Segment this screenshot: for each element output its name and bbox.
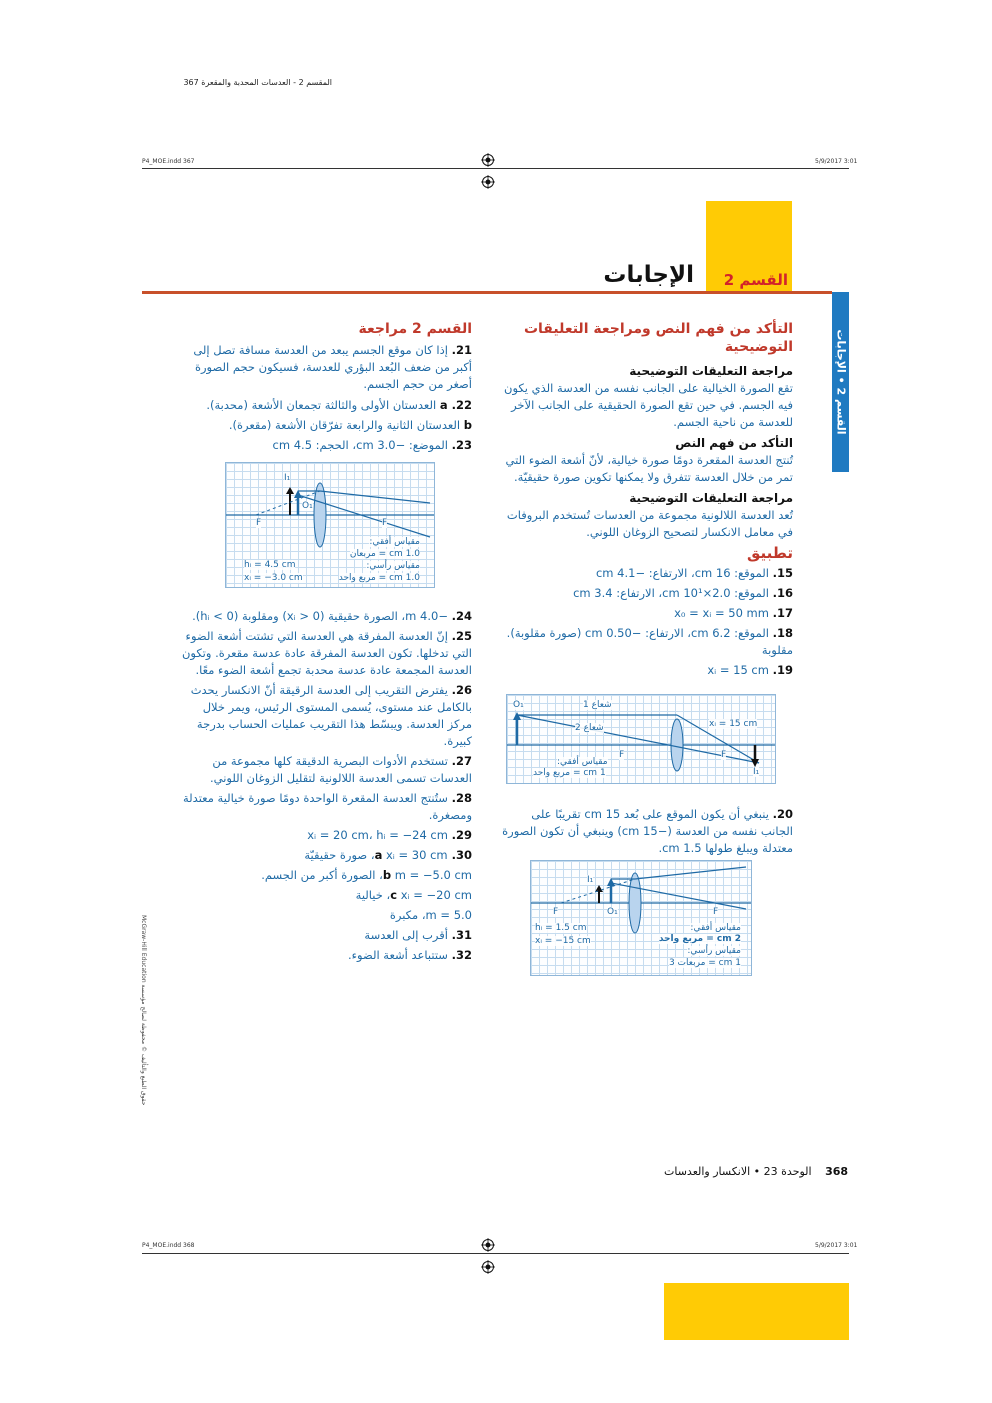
answer-item [178,827,472,844]
item-text: الموقع: 6.2 cm، الارتفاع: −0.50 cm (صورة مقلوبة). مقلوبة [506,626,793,657]
answer-item [178,927,472,944]
item-number: 23. [451,438,472,452]
answer-item [178,437,472,454]
ray-diagram-23 [225,462,435,588]
item-number: 16. [772,586,793,600]
answer-item [178,907,472,924]
footer-unit: الوحدة 23 • الانكسار والعدسات [664,1165,812,1178]
item-text: ستتباعد أشعة الضوء. [347,948,448,962]
item-text: m = 5.0، مكبرة [389,908,472,922]
bottom-color-box [664,1283,849,1340]
item-number: 22. a [439,398,472,412]
item-number: 24. [451,609,472,623]
label-f-right: F [713,907,719,917]
item-number: 31. [451,928,472,942]
label-scale-title: مقياس أفقي: [557,757,608,767]
label-ray1: شعاع 1 [583,700,612,710]
label-scale-h-val: 1.0 cm = مربعان [349,549,420,559]
item-number: 20. [772,807,793,821]
answer-item [500,585,793,602]
item-text: الموقع: 2.0×10¹ cm، الارتفاع: 3.4 cm [573,586,769,600]
left-column [178,320,472,454]
label-ray2: شعاع 2 [575,723,604,733]
item-number: 17. [772,606,793,620]
slug-bottom-rule [142,1253,849,1254]
vertical-credit: McGraw-Hill Education حقوق الطبع والتأليف © محفوظة لصالح مؤسسة [140,915,147,1106]
item-number: 29. [451,828,472,842]
answer-item [178,397,472,414]
top-running-header: المقسم 2 - العدسات المحدبة والمقعرة 367 [183,78,332,87]
registration-mark-icon [481,153,495,167]
registration-mark-icon [481,175,495,189]
item-text: xᵢ = 20 cm، hᵢ = −24 cm [307,828,448,842]
answer-item [178,790,472,824]
label-o1: O₁ [302,501,313,511]
label-xi: xᵢ = 15 cm [709,719,758,729]
label-xi: xᵢ = −15 cm [535,936,591,946]
left-column-lower [178,608,472,967]
label-hi: hᵢ = 1.5 cm [535,923,587,933]
item-text: العدستان الثانية والرابعة تفرّقان الأشعة (مقعرة). [228,418,461,432]
answer-item [178,342,472,393]
label-scale-value: 1 cm = مربع واحد [533,768,606,778]
label-scale-h-val: 2 cm = مربع واحد [658,934,741,944]
item-number: 21. [451,343,472,357]
answer-item-20 [500,806,793,857]
side-tab-label: القسم 2 • الإجابات [834,329,847,435]
label-scale-h: مقياس أفقي: [690,923,741,933]
answer-item [178,608,472,625]
item-number: 30. a [374,848,472,862]
item-text: −4.0 m، الصورة حقيقية (xᵢ > 0) ومقلوبة (hᵢ < 0). [192,609,448,623]
answer-item [178,628,472,679]
slug-bottom-left: P4_MOE.indd 368 [142,1242,195,1249]
answer-item [178,682,472,750]
label-scale-h: مقياس أفقي: [369,537,420,547]
item-number: 18. [772,626,793,640]
paragraph: تقع الصورة الخيالية على الجانب نفسه من العدسة الذي يكون فيه الجسم. في حين تقع الصورة الحقيقية على الجانب الآخر للعدسة من ناحية الجسم. [504,381,793,429]
item-number: b [463,418,472,432]
ray-diagram-19 [506,694,776,784]
label-scale-v-val: 1.0 cm = مربع واحد [338,573,420,583]
slug-bottom-right: 5/9/2017 3:01 [815,1242,858,1249]
item-text: يفترض التقريب إلى العدسة الرقيقة أنّ الانكسار يحدث بالكامل عند مستوى، يُسمى المستوى الرئيس، ويمر خلال مركز العدسة. ويبسّط هذا التقريب عمليات الحساب بدرجة كبيرة. [190,683,472,748]
item-number: 19. [772,663,793,677]
item-text: أقرب إلى العدسة [364,928,448,942]
right-column-heading: التأكد من فهم النص ومراجعة التعليقات التوضيحية [523,321,793,355]
label-f-left: F [619,750,625,760]
subheading: مراجعة التعليقات التوضيحية [629,491,793,505]
label-f-left: F [256,518,262,528]
item-number: c [390,888,398,902]
paragraph: تُنتج العدسة المقعرة دومًا صورة خيالية، لأنّ أشعة الضوء التي تمر من خلال العدسة تتفرق ولا يمكنها تكوين صورة حقيقيّة. [505,453,793,484]
item-text: إذا كان موقع الجسم يبعد من العدسة مسافة تصل إلى أكبر من ضعف البُعد البؤري للعدسة، فسيكون حجم الصورة أصغر من حجم الجسم. [193,343,472,391]
answer-item [178,887,472,904]
ray-diagram-20 [530,860,752,976]
section-box [706,201,792,293]
item-number: 28. [451,791,472,805]
application-heading: تطبيق [746,544,793,562]
label-f-right: F [382,518,388,528]
answer-item [500,605,793,622]
item-number: 15. [772,566,793,580]
label-i1: I₁ [587,875,594,885]
label-f-left: F [553,907,559,917]
slug-top-left: P4_MOE.indd 367 [142,158,195,165]
item-number: 27. [451,754,472,768]
item-text: الموضع: −3.0 cm، الحجم: 4.5 cm [272,438,448,452]
footer-page-number: 368 [825,1165,849,1178]
label-f-right: F [721,750,727,760]
left-column-heading: القسم 2 مراجعة [358,321,472,337]
answer-item [178,847,472,864]
subheading: مراجعة التعليقات التوضيحية [629,364,793,378]
side-tab [832,292,849,472]
label-scale-v-val: 1 cm = مربعات 3 [668,958,741,968]
item-number: 25. [451,629,472,643]
item-text: xᵢ = 30 cm، صورة حقيقيّة [304,848,448,862]
section-label: القسم 2 [723,271,788,289]
label-o1: O₁ [607,907,618,917]
item-text: ستُنتج العدسة المقعرة الواحدة دومًا صورة خيالية معتدلة ومصغرة. [182,791,472,822]
item-text: xᵢ = 15 cm [707,663,769,677]
label-i1: I₁ [284,473,291,483]
item-text: m = −5.0 cm، الصورة أكبر من الجسم. [261,868,472,882]
footer [664,1165,848,1178]
answer-item [178,867,472,884]
title-rule [142,291,832,294]
label-i1: I₁ [753,767,760,777]
item-text: ينبغي أن يكون الموقع على بُعد 15 cm تقريبًا على الجانب نفسه من العدسة (−15 cm) وينبغي أن تكون الصورة معتدلة ويبلغ طولها 1.5 cm. [502,807,793,855]
label-xi: xᵢ = −3.0 cm [244,573,303,583]
answer-item [500,625,793,659]
page-title: الإجابات [603,262,694,288]
item-text: الموقع: 16 cm، الارتفاع: −4.1 cm [595,566,769,580]
label-o1: O₁ [513,700,524,710]
label-scale-v: مقياس رأسي: [366,561,420,571]
answer-item [500,565,793,582]
slug-top-right: 5/9/2017 3:01 [815,158,858,165]
label-scale-v: مقياس رأسي: [687,946,741,956]
item-number: 26. [451,683,472,697]
registration-mark-icon [481,1238,495,1252]
answer-item [178,417,472,434]
answer-item [178,753,472,787]
item-number: b [382,868,392,882]
answer-item [178,947,472,964]
item-text: xᵢ = −20 cm، خيالية [355,888,472,902]
registration-mark-icon [481,1260,495,1274]
item-text: x₀ = xᵢ = 50 mm [674,606,769,620]
paragraph: تُعد العدسة اللالونية مجموعة من العدسات تُستخدم البروفات في معامل الانكسار لتصحيح الزوغان اللوني. [506,508,793,539]
item-number: 32. [451,948,472,962]
item-text: إنّ العدسة المفرقة هي العدسة التي تشتت أشعة الضوء التي تدخلها. تكون العدسة المفرقة عادة عدسة مقعرة. وتكون العدسة المجمعة عادة عدسة محدبة تجمع أشعة الضوء معًا. [181,629,472,677]
slug-top-rule [142,168,849,169]
item-text: تستخدم الأدوات البصرية الدقيقة كلها مجموعة من العدسات تسمى العدسة اللالونية لتقليل الزوغان اللوني. [209,754,472,785]
right-column [500,320,793,679]
subheading: التأكد من فهم النص [675,436,793,450]
label-hi: hᵢ = 4.5 cm [244,560,296,570]
answer-item [500,662,793,679]
item-text: العدستان الأولى والثالثة تجمعان الأشعة (محدبة). [206,398,437,412]
